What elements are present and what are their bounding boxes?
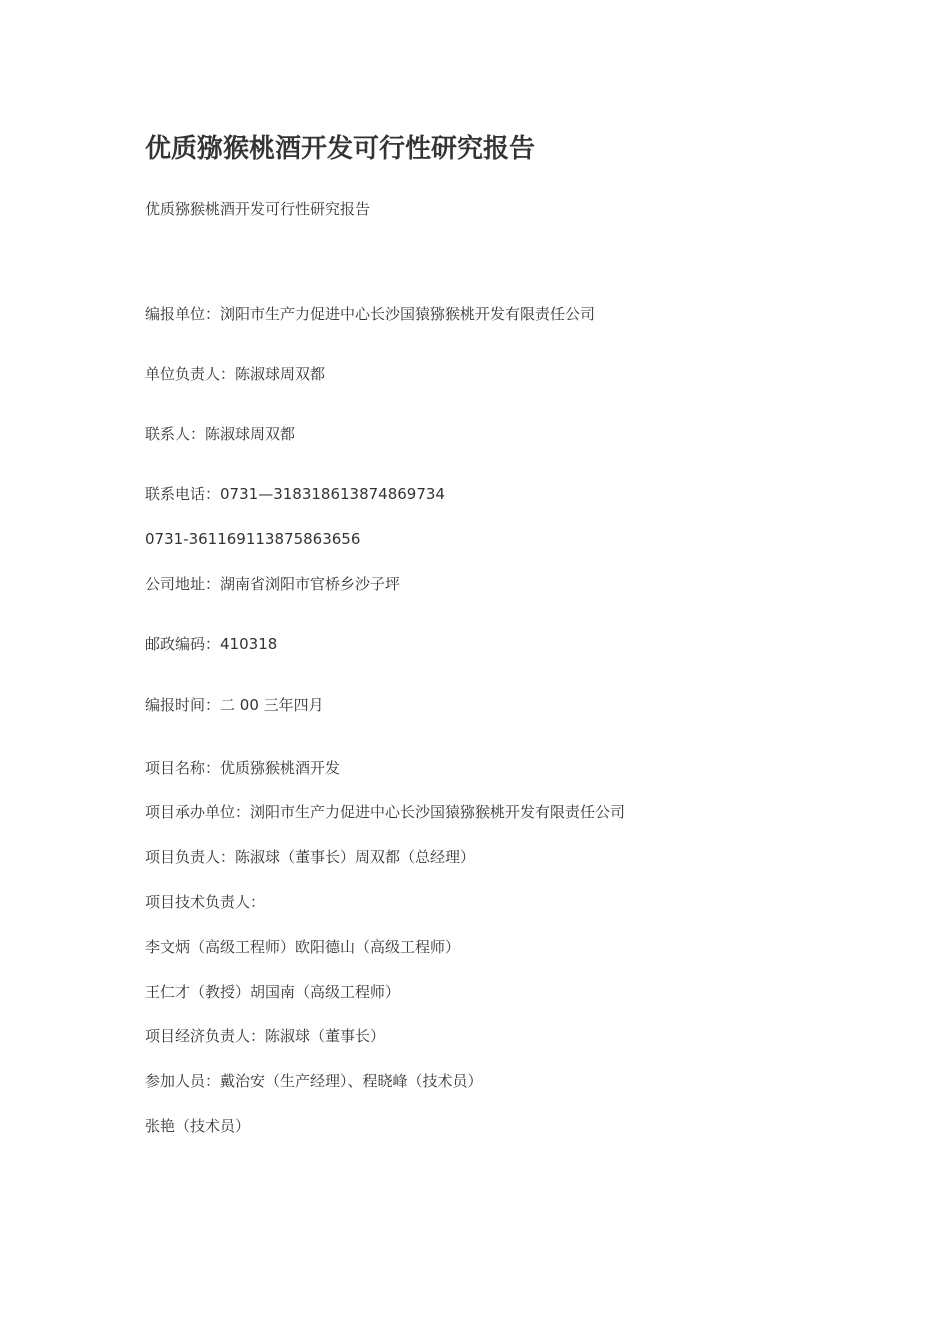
unit-head-line [145, 364, 325, 384]
contact-person-line [145, 424, 295, 444]
participants-label: 参加人员： [145, 1072, 221, 1090]
tech-staff-value-1: 李文炳（高级工程师）欧阳德山（高级工程师） [145, 938, 461, 956]
postal-code-label: 邮政编码： [145, 635, 221, 653]
project-name-value: 优质猕猴桃酒开发 [220, 759, 341, 777]
tech-leader-label: 项目技术负责人： [145, 893, 266, 911]
host-unit-label: 项目承办单位： [145, 803, 251, 821]
participants-line-2 [145, 1116, 250, 1136]
tech-staff-line-2 [145, 982, 400, 1002]
phone-line-2 [145, 529, 360, 549]
postal-code-line [145, 634, 277, 654]
document-subtitle: 优质猕猴桃酒开发可行性研究报告 [145, 200, 371, 218]
participants-line [145, 1071, 483, 1091]
host-unit-value: 浏阳市生产力促进中心长沙国猿猕猴桃开发有限责任公司 [250, 803, 626, 821]
phone-value-2: 0731-361169113875863656 [145, 530, 361, 548]
project-leader-line [145, 847, 475, 867]
phone-line [145, 484, 445, 504]
phone-value: 0731—318318613874869734 [220, 485, 445, 503]
econ-leader-value: 陈淑球（董事长） [265, 1027, 386, 1045]
project-leader-value: 陈淑球（董事长）周双都（总经理） [235, 848, 476, 866]
postal-code-value: 410318 [220, 635, 278, 653]
contact-person-value: 陈淑球周双都 [205, 425, 296, 443]
unit-head-value: 陈淑球周双都 [235, 365, 326, 383]
phone-label: 联系电话： [145, 485, 221, 503]
compiling-unit-line [145, 304, 595, 324]
tech-leader-line [145, 892, 265, 912]
address-label: 公司地址： [145, 575, 221, 593]
project-leader-label: 项目负责人： [145, 848, 236, 866]
address-line [145, 574, 400, 594]
document-title: 优质猕猴桃酒开发可行性研究报告 [145, 134, 536, 164]
compile-date-value: 00 [239, 696, 259, 714]
address-value: 湖南省浏阳市官桥乡沙子坪 [220, 575, 401, 593]
host-unit-line [145, 802, 625, 822]
econ-leader-line [145, 1026, 385, 1046]
compile-date-label: 编报时间：二 [145, 696, 236, 714]
econ-leader-label: 项目经济负责人： [145, 1027, 266, 1045]
tech-staff-value-2: 王仁才（教授）胡国南（高级工程师） [145, 983, 401, 1001]
compiling-unit-value: 浏阳市生产力促进中心长沙国猿猕猴桃开发有限责任公司 [220, 305, 596, 323]
compile-date-suffix: 三年四月 [263, 696, 324, 714]
participants-value: 戴治安（生产经理）、程晓峰（技术员） [220, 1072, 483, 1090]
compiling-unit-label: 编报单位： [145, 305, 221, 323]
contact-person-label: 联系人： [145, 425, 206, 443]
compile-date-line [145, 695, 324, 715]
project-name-line [145, 758, 340, 778]
project-name-label: 项目名称： [145, 759, 221, 777]
tech-staff-line-1 [145, 937, 460, 957]
participants-value-2: 张艳（技术员） [145, 1117, 251, 1135]
unit-head-label: 单位负责人： [145, 365, 236, 383]
